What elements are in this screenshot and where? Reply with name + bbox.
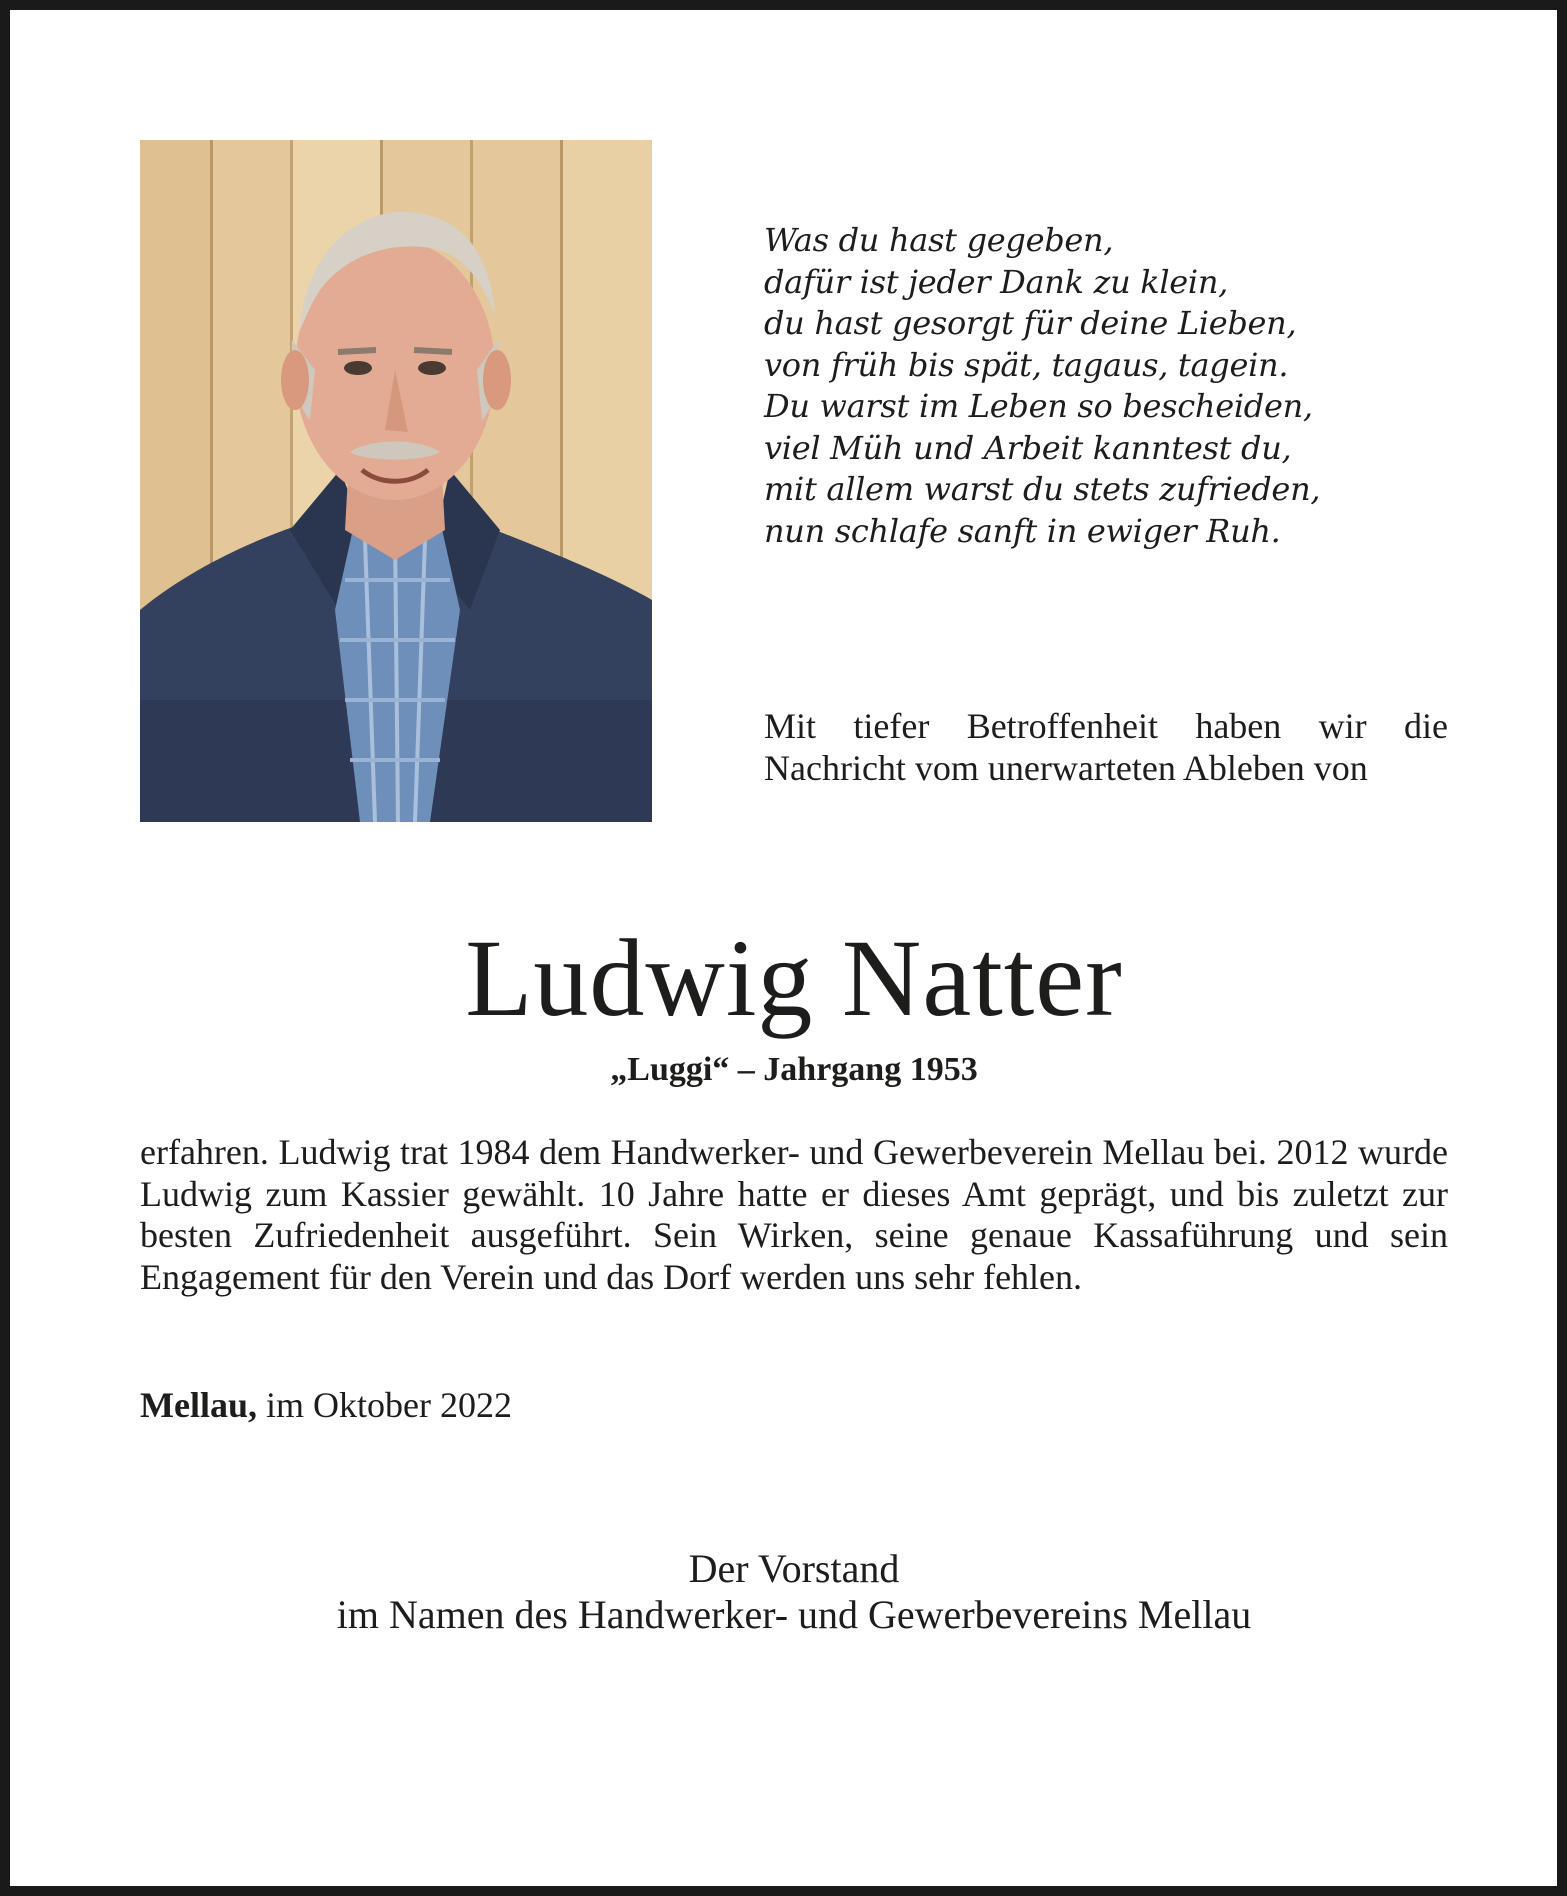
place: Mellau, [140,1385,257,1425]
poem-line: du hast gesorgt für deine Lieben, [764,304,1297,342]
deceased-name: Ludwig Natter [465,917,1123,1039]
signature [140,1546,1448,1638]
poem-line: Du warst im Leben so bescheiden, [764,387,1313,425]
poem-line: mit allem warst du stets zufrieden, [764,470,1321,508]
nickname-birth-year: „Luggi“ – Jahrgang 1953 [610,1051,978,1088]
place-date [140,1384,512,1426]
portrait-photo [140,140,652,822]
poem-line: dafür ist jeder Dank zu klein, [764,262,1229,301]
signature-line-2: im Namen des Handwerker- und Gewerbevereins Mellau [336,1592,1252,1637]
date: im Oktober 2022 [256,1385,512,1425]
poem-line: viel Müh und Arbeit kanntest du, [764,428,1292,467]
signature-line-1: Der Vorstand [688,1546,900,1591]
portrait-photo-icon [140,140,652,822]
intro-paragraph: Mit tiefer Betroffenheit haben wir die Nachricht vom unerwarteten Ableben von [764,706,1448,788]
body-paragraph: erfahren. Ludwig trat 1984 dem Handwerker- und Gewerbeverein Mellau bei. 2012 wurde Ludwig zum Kassier gewählt. 10 Jahre hatte er dieses Amt geprägt, und bis zuletzt zur besten Zufriedenheit ausgeführt. Sein Wirken, seine genaue Kassaführung und sein Engagement für den Verein und das Dorf werden uns sehr fehlen. [140,1132,1448,1297]
memorial-poem [764,220,1464,552]
poem-line: nun schlafe sanft in ewiger Ruh. [764,511,1281,550]
poem-line: von früh bis spät, tagaus, tagein. [764,345,1289,384]
poem-line: Was du hast gegeben, [764,221,1114,259]
